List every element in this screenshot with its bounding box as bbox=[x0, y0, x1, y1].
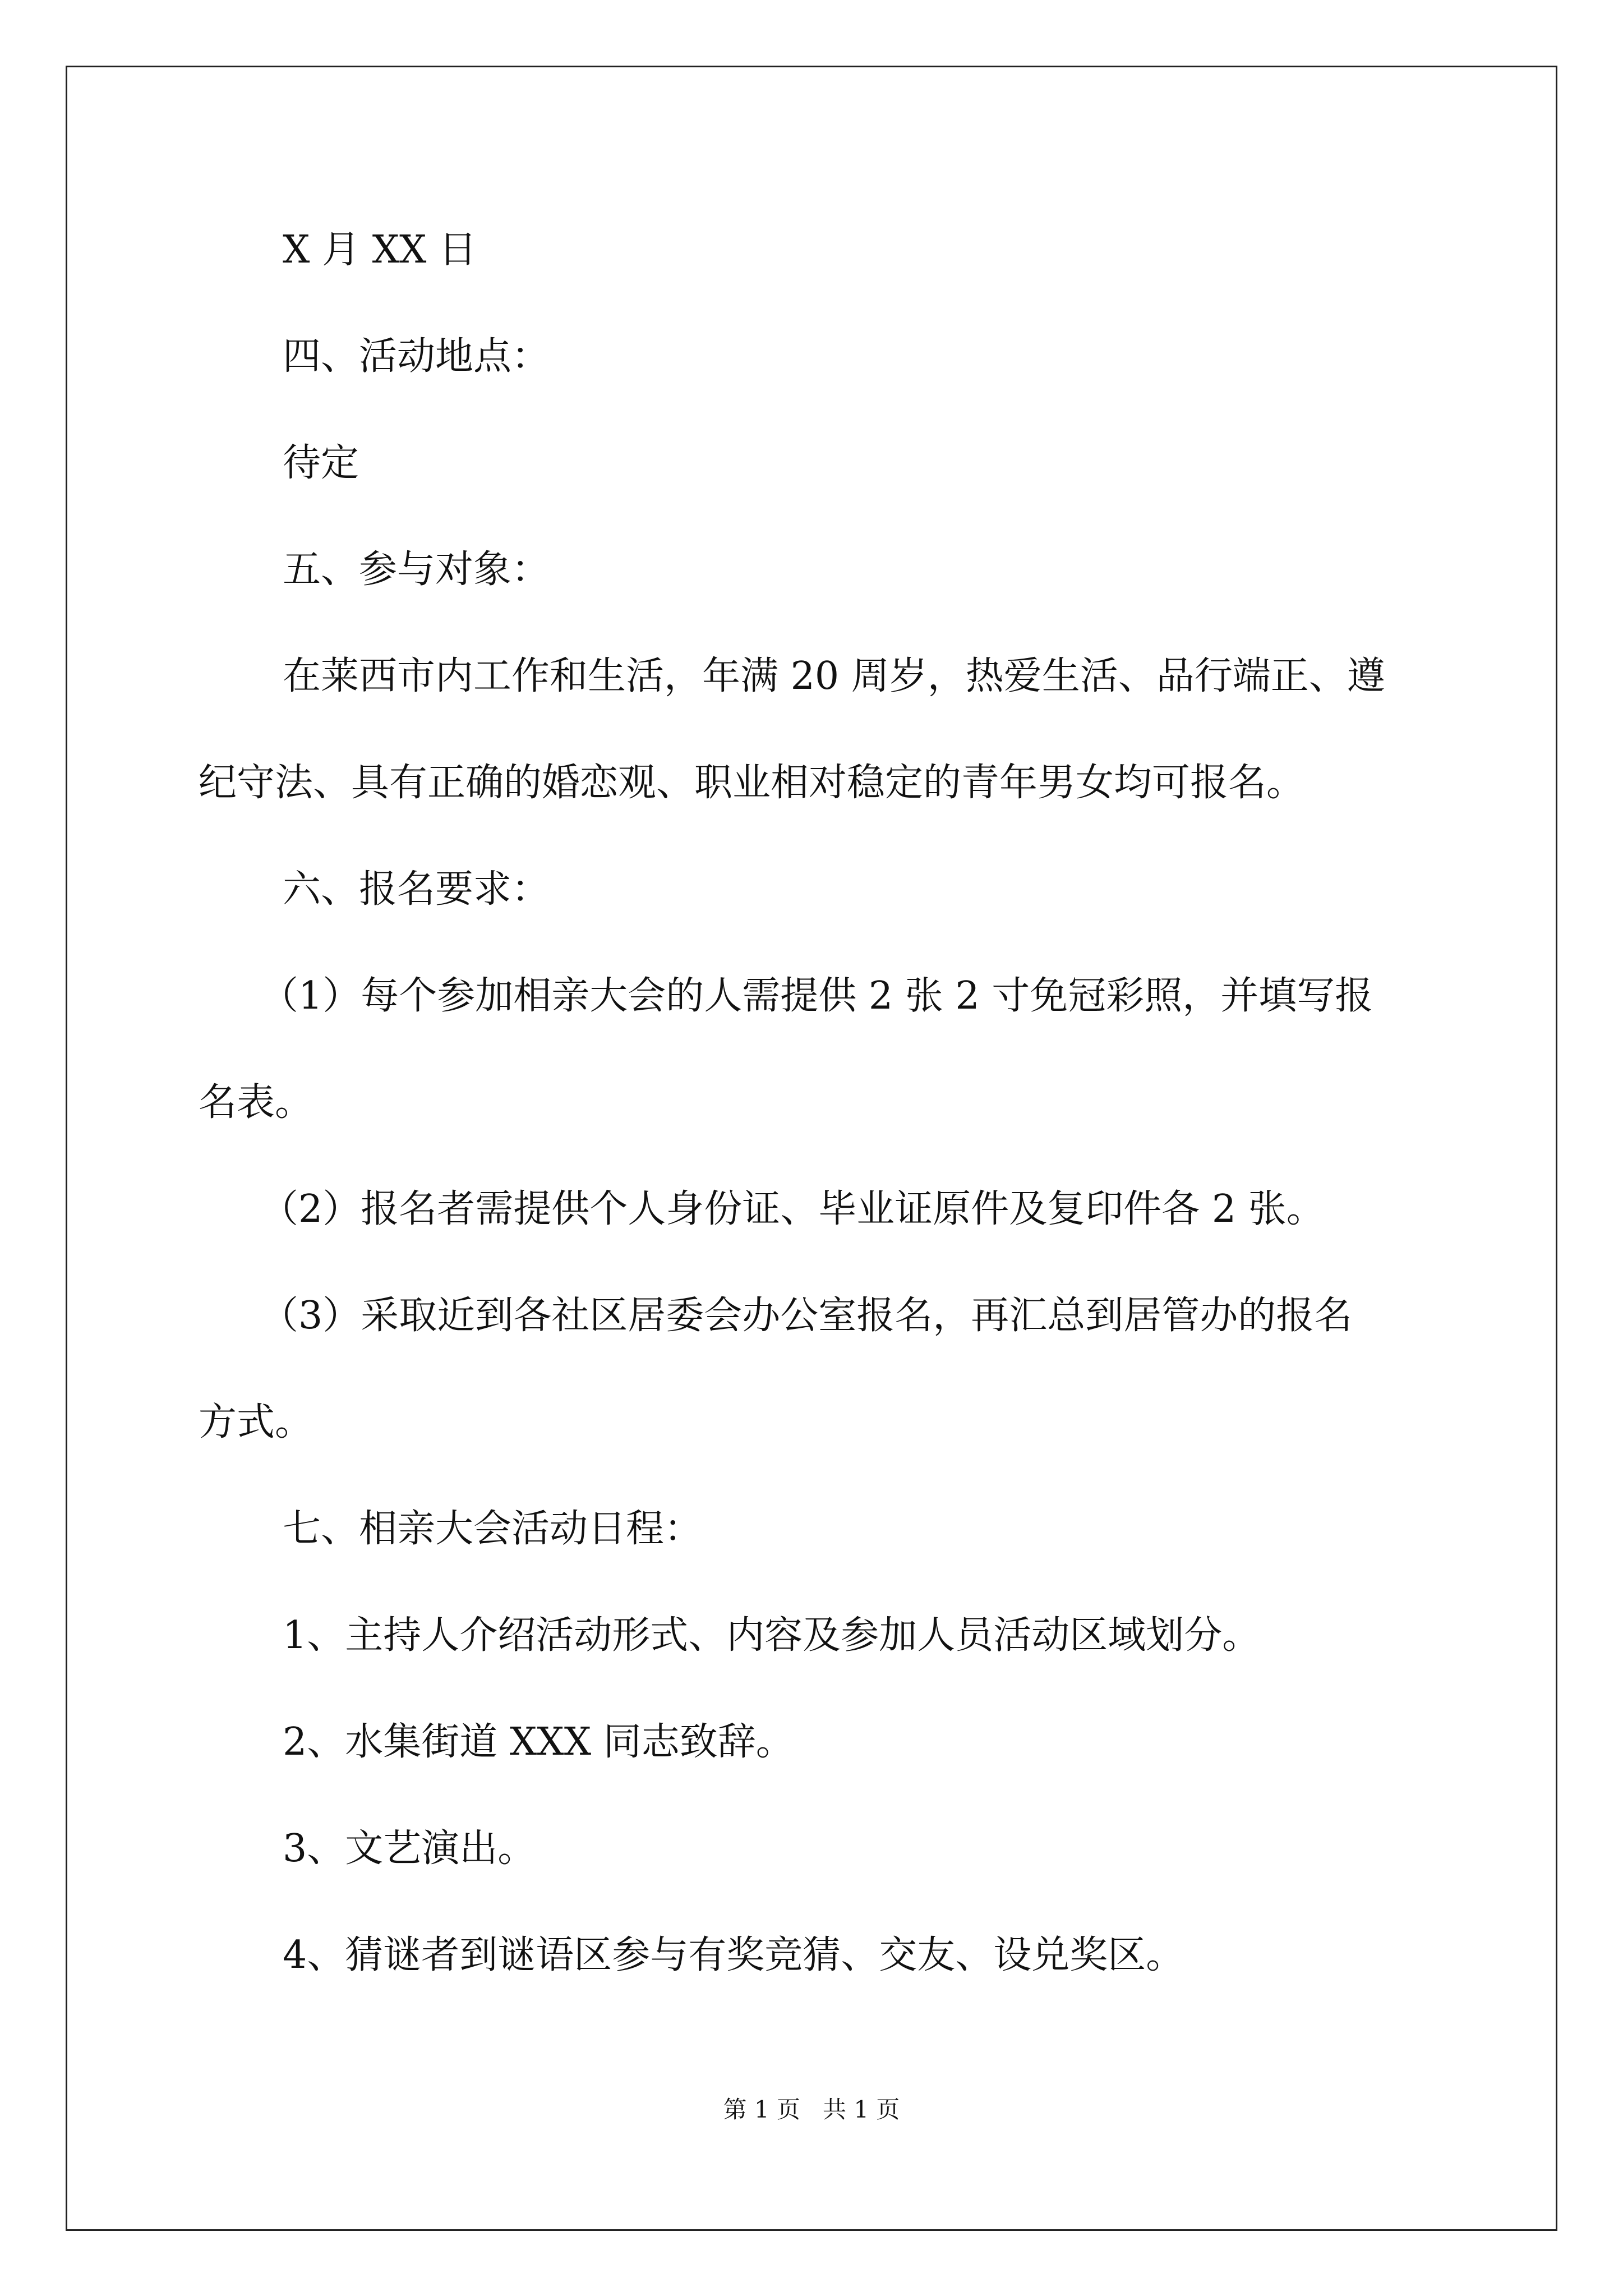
page-footer bbox=[0, 2091, 1623, 2125]
page-border bbox=[66, 66, 1557, 2231]
page-number: 第 1 页 bbox=[723, 2096, 800, 2123]
requirement-2: （2）报名者需提供个人身份证、毕业证原件及复印件各 2 张。 bbox=[260, 1187, 1325, 1231]
schedule-item-4: 4、猜谜者到谜语区参与有奖竞猜、交友、设兑奖区。 bbox=[283, 1933, 1184, 1977]
participants-text-line-2: 纪守法、具有正确的婚恋观、职业相对稳定的青年男女均可报名。 bbox=[199, 761, 1305, 805]
location-value: 待定 bbox=[283, 441, 359, 485]
section-heading-location: 四、活动地点： bbox=[283, 334, 550, 379]
requirement-1-line-1: （1）每个参加相亲大会的人需提供 2 张 2 寸免冠彩照，并填写报 bbox=[260, 974, 1373, 1018]
requirement-3-line-1: （3）采取近到各社区居委会办公室报名，再汇总到居管办的报名 bbox=[260, 1294, 1353, 1338]
section-heading-requirements: 六、报名要求： bbox=[283, 867, 550, 912]
section-heading-schedule: 七、相亲大会活动日程： bbox=[283, 1507, 703, 1551]
requirement-3-line-2: 方式。 bbox=[199, 1400, 313, 1444]
page-total: 共 1 页 bbox=[823, 2096, 900, 2123]
requirement-1-line-2: 名表。 bbox=[199, 1080, 313, 1125]
participants-text-line-1: 在莱西市内工作和生活，年满 20 周岁，热爱生活、品行端正、遵 bbox=[283, 654, 1385, 698]
section-heading-participants: 五、参与对象： bbox=[283, 547, 550, 592]
date-line: X 月 XX 日 bbox=[283, 228, 477, 272]
schedule-item-1: 1、主持人介绍活动形式、内容及参加人员活动区域划分。 bbox=[283, 1613, 1261, 1658]
schedule-item-3: 3、文艺演出。 bbox=[283, 1826, 536, 1871]
schedule-item-2: 2、水集街道 XXX 同志致辞。 bbox=[283, 1720, 794, 1764]
